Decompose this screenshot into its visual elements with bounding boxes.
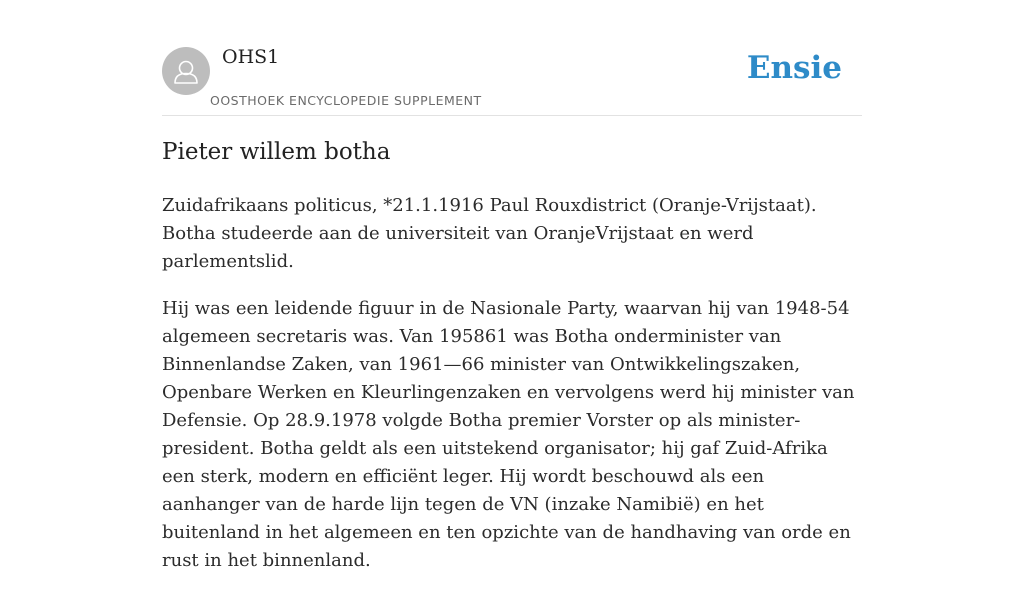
- article-title: Pieter willem botha: [162, 139, 391, 165]
- author-name[interactable]: OHS1: [222, 46, 280, 68]
- brand-logo[interactable]: Ensie: [746, 50, 842, 86]
- article-paragraph: Hij was een leidende figuur in de Nasionale Party, waarvan hij van 1948-54 algemeen secretaris was. Van 195861 was Botha onderminister van Binnenlandse Zaken, van 1961—66 minister van Ontwikkelingszaken, Openbare Werken en Kleurlingenzaken en vervolgens werd hij minister van Defensie. Op 28.9.1978 volgde Botha premier Vorster op als minister-president. Botha geldt als een uitstekend organisator; hij gaf Zuid-Afrika een sterk, modern en efficiënt leger. Hij wordt beschouwd als een aanhanger van de harde lijn tegen de VN (inzake Namibië) en het buitenland in het algemeen en ten opzichte van de handhaving van orde en rust in het binnenland.: [162, 298, 855, 571]
- user-icon: [162, 47, 210, 95]
- article-paragraph: Zuidafrikaans politicus, *21.1.1916 Paul Rouxdistrict (Oranje-Vrijstaat). Botha studeerde aan de universiteit van OranjeVrijstaat en werd parlementslid.: [162, 195, 817, 272]
- avatar[interactable]: [162, 47, 210, 95]
- article-header: [162, 0, 862, 116]
- source-label[interactable]: OOSTHOEK ENCYCLOPEDIE SUPPLEMENT: [210, 93, 482, 108]
- article-body: [162, 192, 862, 594]
